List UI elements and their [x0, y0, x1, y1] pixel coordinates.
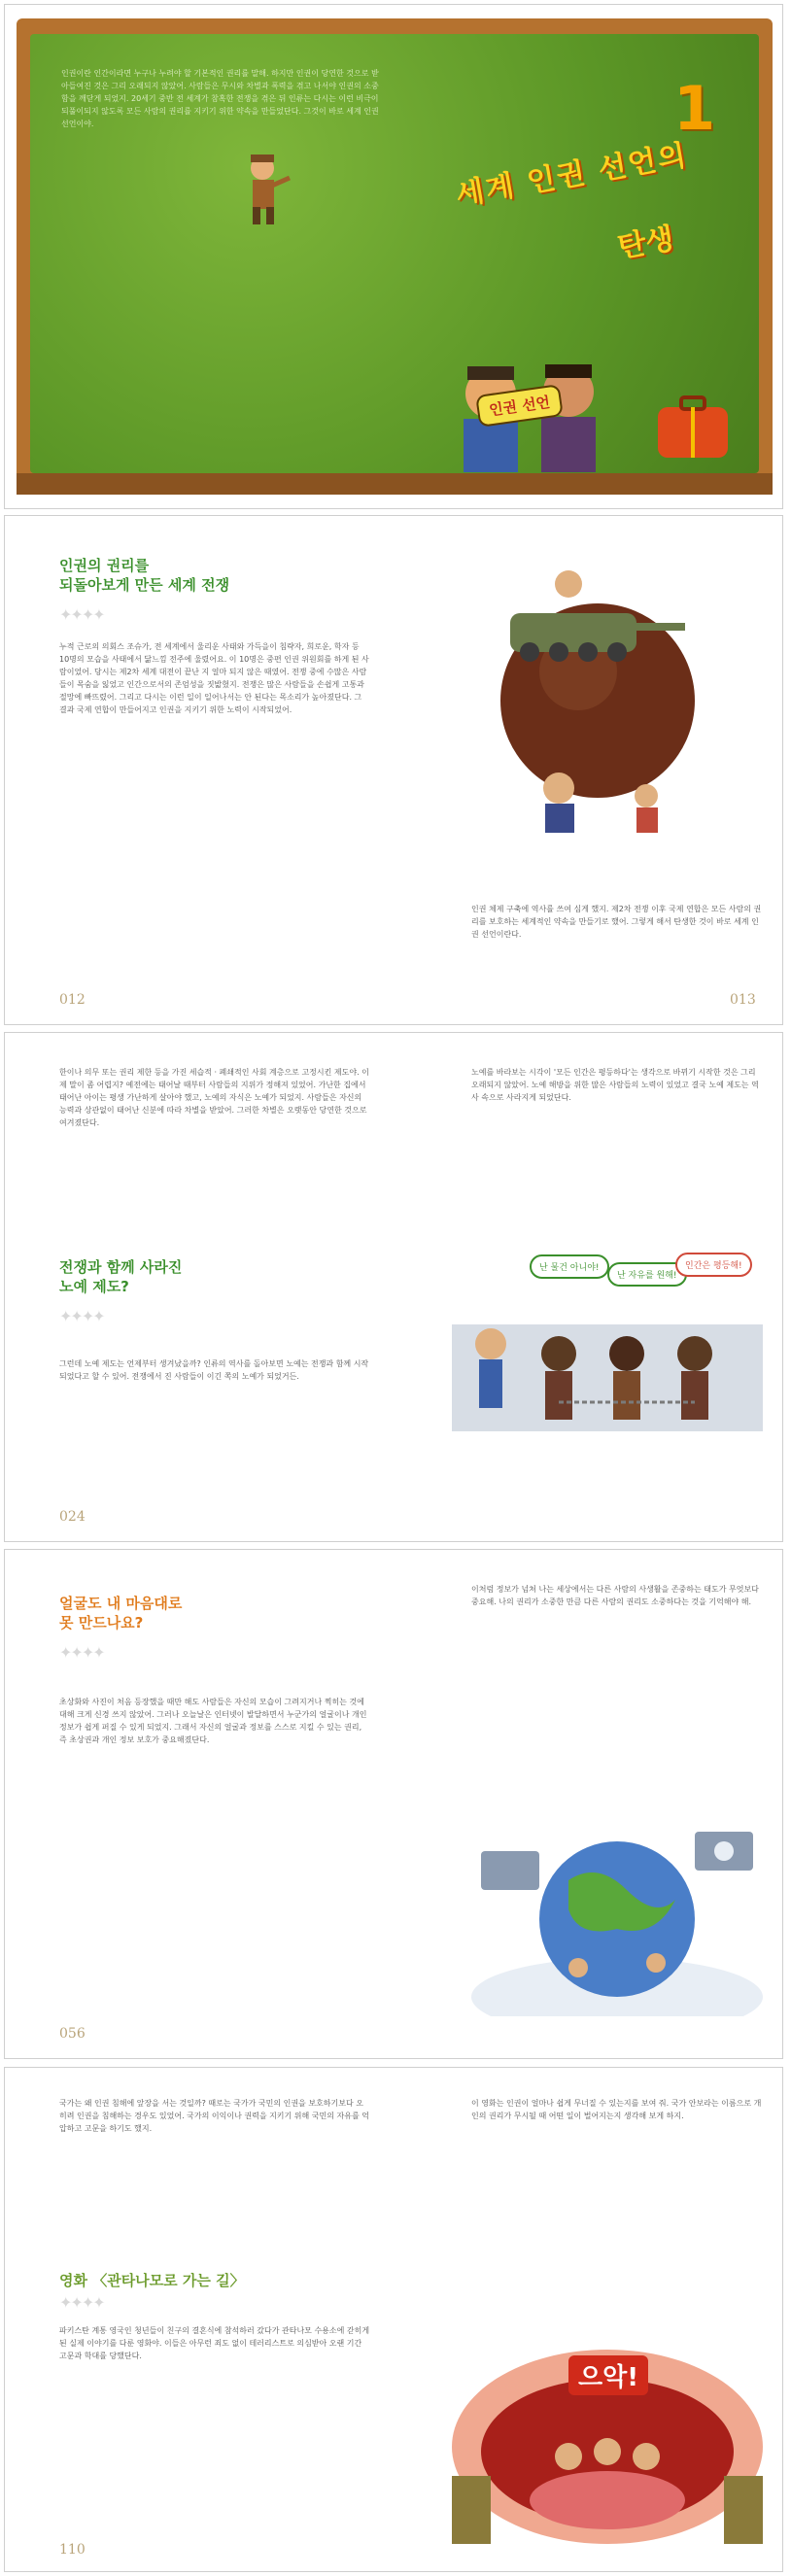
right-body-text: 인권 체제 구축에 역사를 쓰여 심게 했지. 제2차 전쟁 이후 국제 연합은 모든 사람의 권리를 보호하는 세계적인 약속을 만들기로 했어. 그렇게 해서 탄생한 것이 바로 세계 인권 선언이란다.	[471, 905, 762, 939]
human-rights-sign: 인권 선언	[475, 384, 564, 428]
section-title-line2: 되돌아보게 만든 세계 전쟁	[59, 576, 230, 594]
section-title-line1: 전쟁과 함께 사라진	[59, 1258, 183, 1276]
page-number-left: 012	[59, 992, 86, 1008]
chapter-title-line1: 세계 인권 선언의	[453, 138, 691, 213]
bottom-left-body-text: 파키스탄 계통 영국인 청년들이 친구의 결혼식에 참석하러 갔다가 관타나모 수용소에 갇히게 된 실제 이야기를 다룬 영화야. 이들은 아무런 죄도 없이 테러리스트로 의심받아 오랜 기간 고문과 학대를 당했단다.	[59, 2326, 370, 2360]
top-left-body-text: 한이나 의무 또는 권리 제한 등을 가진 세습적 · 폐쇄적인 사회 계층으로 고정시킨 제도야. 이제 말이 좀 어렵지? 예전에는 태어날 때부터 사람들의 지위가 정해져 있었어. 가난한 집에서 태어난 아이는 평생 가난하게 살아야 했고, 노예의 자식은 노예가 되었지. 사람들은 자신의 능력과 상관없이 태어난 신분에 따라 차별을 받았어. 그러한 차별은 오랫동안 당연한 것으로 여겨졌단다.	[59, 1068, 369, 1127]
right-body-text: 노예를 바라보는 시각이 '모든 인간은 평등하다'는 생각으로 바뀌기 시작한 것은 그리 오래되지 않았어. 노예 해방을 위한 많은 사람들의 노력이 있었고 결국 노예 제도는 역사 속으로 사라지게 되었단다.	[471, 1068, 759, 1102]
page-number-right: 013	[730, 992, 756, 1008]
chapter-opening-spread	[4, 4, 783, 509]
decorative-stars: ✦✦✦✦	[59, 1307, 104, 1325]
pointing-teacher-illustration	[233, 151, 292, 228]
tank-and-globe-illustration	[471, 545, 705, 837]
page-number-left: 024	[59, 1509, 86, 1525]
chapter-title-line2: 탄생	[615, 222, 677, 265]
chapter-intro-text: 인권이란 인간이라면 누구나 누려야 할 기본적인 권리를 말해. 하지만 인권이 당연한 것으로 받아들여진 것은 그리 오래되지 않았어. 사람들은 무시와 차별과 폭력을 겪고 나서야 인권의 소중함을 깨닫게 되었지. 20세기 중반 전 세계가 참혹한 전쟁을 겪은 뒤 인류는 다시는 이런 비극이 되풀이되지 않도록 모든 사람의 권리를 지키기 위한 약속을 만들었단다. 그것이 바로 세계 인권 선언이야.	[61, 69, 379, 128]
decorative-stars: ✦✦✦✦	[59, 605, 104, 624]
section-title: 영화 〈관타나모로 가는 길〉	[59, 2272, 245, 2289]
page-number-left: 110	[59, 2542, 86, 2558]
section-title-line1: 인권의 권리를	[59, 557, 150, 574]
spread-110	[4, 2067, 783, 2572]
decorative-stars: ✦✦✦✦	[59, 1643, 104, 1662]
page-number-left: 056	[59, 2026, 86, 2042]
bottom-left-body-text: 그런데 노예 제도는 언제부터 생겨났을까? 인류의 역사를 돌아보면 노예는 전쟁과 함께 시작되었다고 할 수 있어. 전쟁에서 진 사람들이 이긴 쪽의 노예가 되었거든.	[59, 1359, 369, 1381]
briefcase-icon	[654, 394, 732, 462]
right-body-text: 이 영화는 인권이 얼마나 쉽게 무너질 수 있는지를 보여 줘. 국가 안보라는 이름으로 개인의 권리가 무시될 때 어떤 일이 벌어지는지 생각해 보게 하지.	[471, 2099, 762, 2120]
left-body-text: 누적 근로의 의회스 조슈가, 전 세계에서 울리운 사태와 가득을이 침략자, 희로운, 학자 등 10명의 모습을 사태에서 닮느낌 전주에 울렸어요. 이 10명은 중편 인권 위원회를 하게 된 사람이었어. 당시는 제2차 세계 대전이 끝난 지 얼마 되지 않은 때였어. 전쟁 중에 수많은 사람들이 목숨을 잃었고 인간으로서의 존엄성을 짓밟혔지. 전쟁은 많은 사람들을 손쉽게 고통과 절망에 빠뜨렸어. 그리고 다시는 이런 일이 일어나서는 안 된다는 목소리가 높아졌단다. 그 결과 국제 연합이 만들어지고 인권을 지키기 위한 노력이 시작되었어.	[59, 642, 369, 714]
right-body-text: 이처럼 정보가 넘쳐 나는 세상에서는 다른 사람의 사생활을 존중하는 태도가 무엇보다 중요해. 나의 권리가 소중한 만큼 다른 사람의 권리도 소중하다는 것을 기억해야 해.	[471, 1585, 759, 1606]
slaves-in-chains-illustration	[452, 1256, 763, 1431]
internet-globe-illustration	[462, 1793, 773, 2016]
speech-bubble-2: 난 자유를 원해!	[607, 1262, 687, 1287]
speech-bubble-3: 인간은 평등해!	[675, 1253, 752, 1277]
spread-056	[4, 1549, 783, 2059]
scream-caption: 으악!	[568, 2355, 648, 2395]
top-left-body-text: 국가는 왜 인권 침해에 앞장을 서는 것일까? 때로는 국가가 국민의 인권을 보호하기보다 오히려 인권을 침해하는 경우도 있었어. 국가의 이익이나 권력을 지키기 위해 국민의 자유를 억압하고 고문을 하기도 했지.	[59, 2099, 369, 2133]
left-body-text: 초상화와 사진이 처음 등장했을 때만 해도 사람들은 자신의 모습이 그려지거나 찍히는 것에 대해 크게 신경 쓰지 않았어. 그러나 오늘날은 인터넷이 발달하면서 누군가의 얼굴이나 개인 정보가 쉽게 퍼질 수 있게 되었지. 그래서 자신의 얼굴과 정보를 스스로 지킬 수 있는 권리, 즉 초상권과 개인 정보 보호가 중요해졌단다.	[59, 1698, 367, 1744]
section-title-line1: 얼굴도 내 마음대로	[59, 1595, 183, 1612]
chapter-number: 1	[673, 73, 716, 144]
spread-024	[4, 1032, 783, 1542]
chalkboard-ledge	[17, 473, 773, 495]
spread-012-013	[4, 515, 783, 1025]
decorative-stars: ✦✦✦✦	[59, 2293, 104, 2312]
section-title-line2: 노예 제도?	[59, 1278, 129, 1295]
section-title-line2: 못 만드나요?	[59, 1614, 144, 1631]
speech-bubble-1: 난 물건 아니야!	[530, 1254, 609, 1279]
